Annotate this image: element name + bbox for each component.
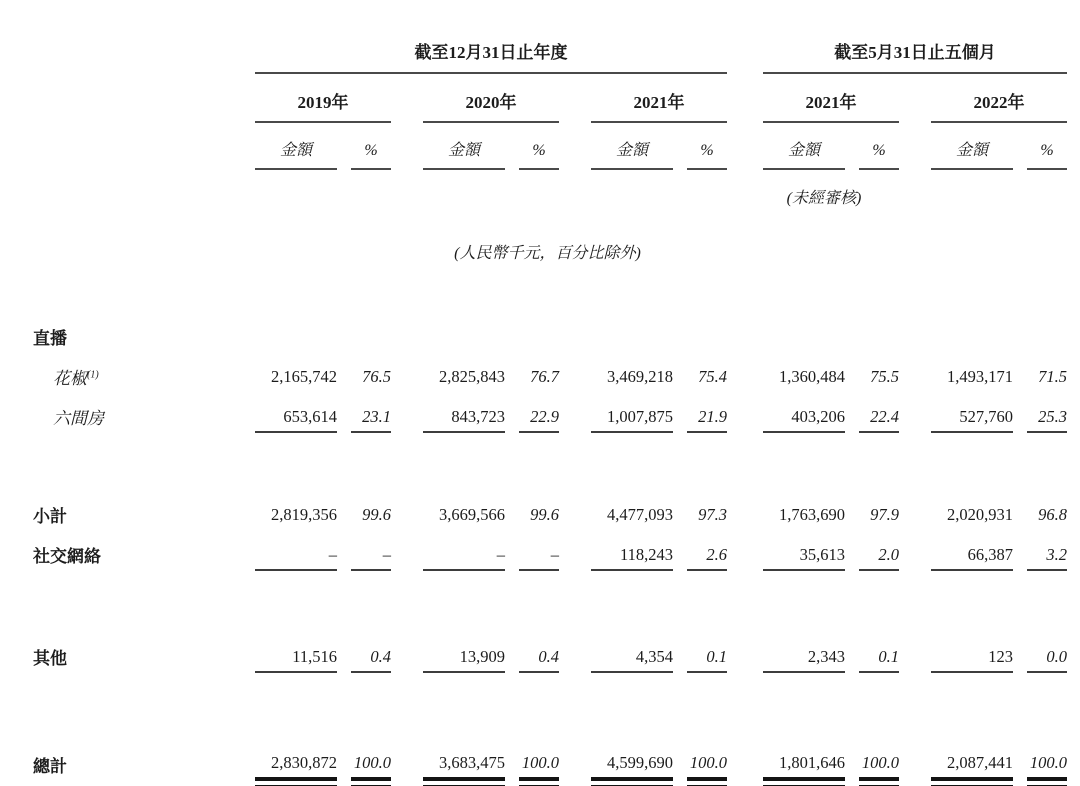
unaudited-note-row [16, 170, 1079, 208]
cell-pct: 97.3 [698, 505, 727, 524]
year-header-2019 [241, 74, 391, 123]
cell-amount: 403,206 [763, 407, 845, 433]
amount-header [749, 123, 845, 170]
cell-amount: – [255, 545, 337, 571]
cell-amount: 2,830,872 [255, 753, 337, 781]
cell-pct: 0.0 [1027, 647, 1067, 673]
amount-header-label: 金額 [763, 137, 845, 170]
year-header-2022-five-month [917, 74, 1067, 123]
cell-pct: 100.0 [519, 753, 559, 781]
cell-amount: 2,825,843 [439, 367, 505, 386]
spacer-row [16, 433, 1079, 491]
row-label-text: 花椒 [53, 369, 87, 388]
table-row-live-streaming [16, 313, 1079, 353]
cell-pct: 76.7 [530, 367, 559, 386]
pct-header [845, 123, 899, 170]
spacer-row [16, 263, 1079, 313]
cell-amount: 1,360,484 [779, 367, 845, 386]
cell-pct: 100.0 [351, 753, 391, 781]
cell-pct: 2.0 [859, 545, 899, 571]
cell-pct: 22.4 [859, 407, 899, 433]
cell-amount: 4,599,690 [591, 753, 673, 781]
cell-amount: 123 [931, 647, 1013, 673]
period-group-five-month-title: 截至5月31日止五個月 [763, 38, 1067, 74]
cell-pct: 0.4 [519, 647, 559, 673]
cell-amount: – [423, 545, 505, 571]
row-label-total: 總計 [33, 757, 67, 776]
table-row-other [16, 633, 1079, 673]
cell-amount: 2,343 [763, 647, 845, 673]
pct-header [673, 123, 727, 170]
pct-header [1013, 123, 1067, 170]
cell-amount: 3,669,566 [439, 505, 505, 524]
cell-amount: 11,516 [255, 647, 337, 673]
cell-amount: 118,243 [591, 545, 673, 571]
amount-header-label: 金額 [931, 137, 1013, 170]
cell-pct: 99.6 [530, 505, 559, 524]
cell-pct: 100.0 [687, 753, 727, 781]
cell-pct: 99.6 [362, 505, 391, 524]
cell-pct: 25.3 [1027, 407, 1067, 433]
units-note-row [16, 208, 1079, 263]
cell-amount: 843,723 [423, 407, 505, 433]
year-header-2020 [409, 74, 559, 123]
cell-amount: 1,493,171 [947, 367, 1013, 386]
year-header-2021-five-month [749, 74, 899, 123]
cell-amount: 4,477,093 [607, 505, 673, 524]
amount-header-label: 金額 [591, 137, 673, 170]
pct-header-label: % [687, 142, 727, 170]
cell-amount: 3,469,218 [607, 367, 673, 386]
cell-pct: 0.4 [351, 647, 391, 673]
cell-pct: 96.8 [1038, 505, 1068, 524]
table-row-liujianfang [16, 393, 1079, 433]
row-label-social-network: 社交網絡 [33, 547, 101, 566]
year-header-row [16, 74, 1079, 123]
cell-pct: 22.9 [519, 407, 559, 433]
cell-amount: 2,165,742 [271, 367, 337, 386]
amount-header [577, 123, 673, 170]
cell-pct: 2.6 [687, 545, 727, 571]
pct-header-label: % [519, 142, 559, 170]
period-group-header-five-month [749, 30, 1067, 74]
cell-amount: 1,801,646 [763, 753, 845, 781]
amount-header [409, 123, 505, 170]
year-label: 2019年 [255, 88, 391, 123]
table-row-total [16, 735, 1079, 781]
pct-header [337, 123, 391, 170]
cell-amount: 1,763,690 [779, 505, 845, 524]
spacer-row [16, 571, 1079, 633]
revenue-breakdown-table [16, 30, 1079, 781]
spacer-row [16, 673, 1079, 735]
cell-amount: 527,760 [931, 407, 1013, 433]
amount-header-label: 金額 [255, 137, 337, 170]
pct-header-label: % [351, 142, 391, 170]
year-label: 2021年 [591, 88, 727, 123]
cell-pct: – [351, 545, 391, 571]
cell-pct: 97.9 [870, 505, 899, 524]
period-group-header-annual [241, 30, 727, 74]
table-row-huajiao [16, 353, 1079, 393]
period-group-annual-title: 截至12月31日止年度 [255, 38, 727, 74]
cell-amount: 4,354 [591, 647, 673, 673]
period-group-header-row [16, 30, 1079, 74]
cell-pct: – [519, 545, 559, 571]
row-label-huajiao [16, 353, 241, 393]
cell-pct: 76.5 [362, 367, 391, 386]
amount-pct-header-row [16, 123, 1079, 170]
year-label: 2022年 [931, 88, 1067, 123]
cell-amount: 35,613 [763, 545, 845, 571]
cell-pct: 75.4 [698, 367, 727, 386]
cell-amount: 2,087,441 [931, 753, 1013, 781]
amount-header [241, 123, 337, 170]
amount-header-label: 金額 [423, 137, 505, 170]
table-row-subtotal [16, 491, 1079, 531]
cell-pct: 75.5 [870, 367, 899, 386]
cell-pct: 23.1 [351, 407, 391, 433]
pct-header [505, 123, 559, 170]
cell-pct: 0.1 [687, 647, 727, 673]
year-label: 2020年 [423, 88, 559, 123]
pct-header-label: % [1027, 142, 1067, 170]
footnote-marker: (1) [87, 369, 99, 381]
cell-pct: 100.0 [859, 753, 899, 781]
cell-pct: 100.0 [1027, 753, 1067, 781]
year-label: 2021年 [763, 88, 899, 123]
cell-pct: 21.9 [687, 407, 727, 433]
cell-amount: 653,614 [255, 407, 337, 433]
cell-pct: 71.5 [1038, 367, 1068, 386]
cell-amount: 66,387 [931, 545, 1013, 571]
unaudited-note: (未經審核) [786, 190, 862, 207]
row-label-live-streaming: 直播 [33, 329, 67, 348]
table-row-social-network [16, 531, 1079, 571]
cell-amount: 13,909 [423, 647, 505, 673]
cell-amount: 3,683,475 [423, 753, 505, 781]
row-label-subtotal: 小計 [33, 507, 67, 526]
pct-header-label: % [859, 142, 899, 170]
cell-pct: 3.2 [1027, 545, 1067, 571]
cell-pct: 0.1 [859, 647, 899, 673]
cell-amount: 2,020,931 [947, 505, 1013, 524]
amount-header [917, 123, 1013, 170]
cell-amount: 2,819,356 [271, 505, 337, 524]
units-note: (人民幣千元，百分比除外) [454, 245, 641, 262]
year-header-2021-annual [577, 74, 727, 123]
row-label-liujianfang: 六間房 [53, 409, 104, 428]
cell-amount: 1,007,875 [591, 407, 673, 433]
row-label-other: 其他 [33, 649, 67, 668]
